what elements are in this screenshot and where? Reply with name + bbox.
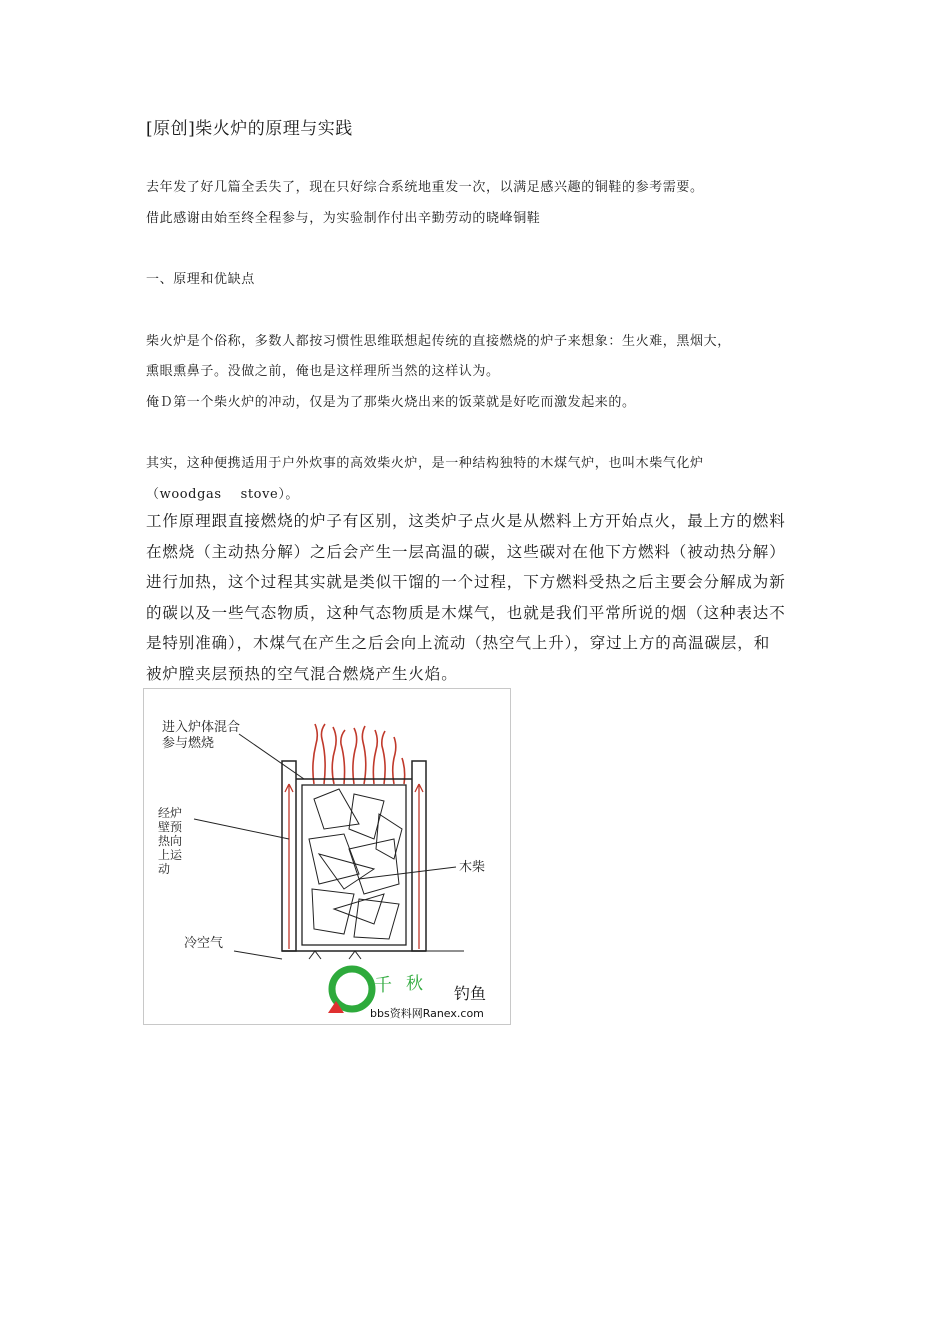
label-wood: 木柴	[459, 860, 486, 875]
watermark-char-1: 千	[374, 975, 392, 996]
watermark-char-3: 钓鱼	[454, 984, 487, 1003]
page-title: [原创]柴火炉的原理与实践	[146, 119, 353, 139]
para1-line-3: 俺Ｄ第一个柴火炉的冲动，仅是为了那柴火烧出来的饭菜就是好吃而激发起来的。	[146, 395, 636, 410]
label-mix-burn-1: 进入炉体混合	[162, 720, 241, 735]
para3-line-1: 工作原理跟直接燃烧的炉子有区别，这类炉子点火是从燃料上方开始点火，最上方的燃料	[146, 512, 786, 530]
para3-line-2: 在燃烧（主动热分解）之后会产生一层高温的碳，这些碳对在他下方燃料（被动热分解）	[146, 543, 786, 561]
para3-line-4: 的碳以及一些气态物质，这种气态物质是木煤气，也就是我们平常所说的烟（这种表达不	[146, 604, 786, 622]
para2-line-2: （woodgas stove）。	[146, 487, 300, 502]
intro-line-1: 去年发了好几篇全丢失了，现在只好综合系统地重发一次，以满足感兴趣的铜鞋的参考需要。	[146, 180, 704, 195]
section-heading: 一、原理和优缺点	[146, 272, 255, 287]
flames	[313, 724, 405, 784]
watermark-logo	[328, 969, 486, 1020]
intro-line-2: 借此感谢由始至终全程参与，为实验制作付出辛勤劳动的晓峰铜鞋	[146, 211, 541, 226]
stove-diagram-svg	[144, 689, 510, 1024]
para1-line-2: 熏眼熏鼻子。没做之前，俺也是这样理所当然的这样认为。	[146, 364, 500, 379]
label-preheat-2: 壁预	[158, 820, 183, 834]
para1-line-1: 柴火炉是个俗称，多数人都按习惯性思维联想起传统的直接燃烧的炉子来想象：生火难，黑烟大，	[146, 334, 731, 349]
label-preheat-4: 上运	[158, 848, 183, 862]
stove-diagram	[143, 688, 511, 1025]
leader-lines	[194, 734, 464, 959]
para3-line-6: 被炉膛夹层预热的空气混合燃烧产生火焰。	[146, 665, 458, 683]
label-mix-burn-2: 参与燃烧	[162, 736, 215, 751]
label-cold-air: 冷空气	[184, 936, 224, 951]
wood-pieces	[309, 789, 402, 939]
label-preheat-1: 经炉	[158, 806, 183, 820]
para3-line-3: 进行加热，这个过程其实就是类似干馏的一个过程，下方燃料受热之后主要会分解成为新	[146, 573, 786, 591]
watermark-char-2: 秋	[406, 974, 423, 994]
label-preheat-3: 热向	[158, 834, 183, 848]
watermark-url: bbs资料网Ranex.com	[370, 1007, 484, 1020]
para2-line-1: 其实，这种便携适用于户外炊事的高效柴火炉，是一种结构独特的木煤气炉，也叫木柴气化炉	[146, 456, 704, 471]
para3-line-5: 是特别准确），木煤气在产生之后会向上流动（热空气上升），穿过上方的高温碳层，和	[146, 634, 771, 652]
stove-walls	[282, 761, 426, 951]
preheat-air-lines	[285, 784, 423, 949]
label-preheat-5: 动	[158, 862, 171, 876]
